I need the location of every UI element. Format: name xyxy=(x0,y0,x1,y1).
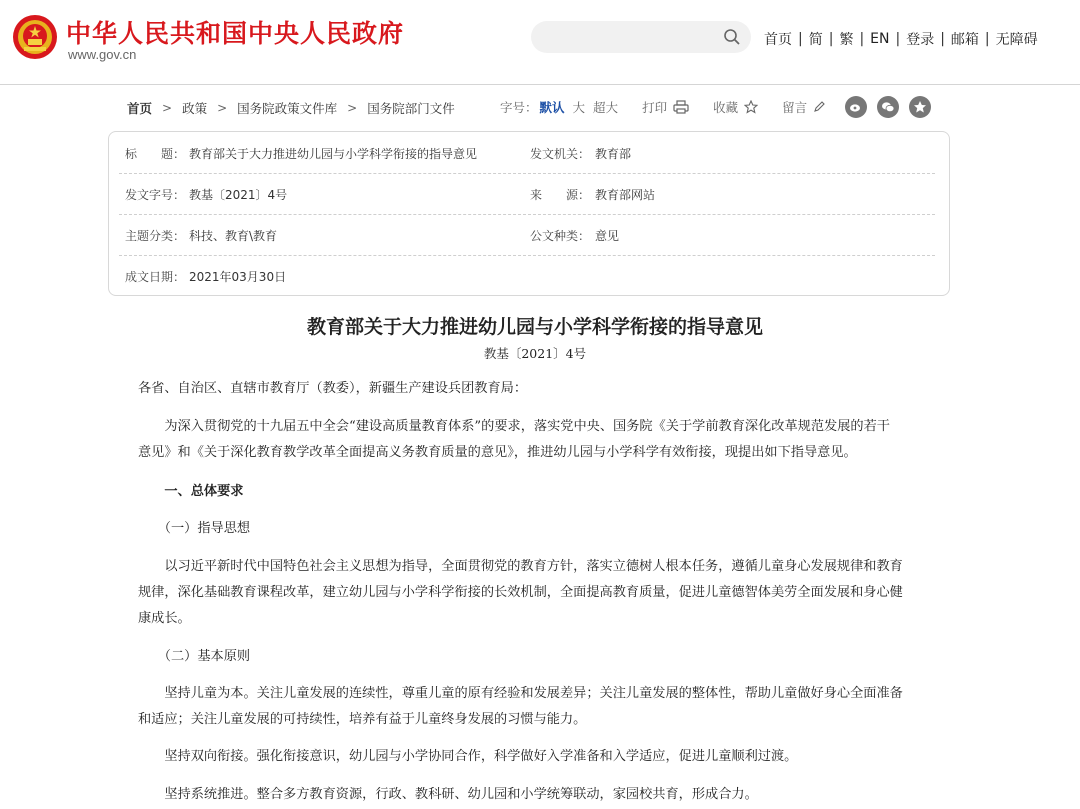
print-label: 打印 xyxy=(642,100,668,115)
document-title: 教育部关于大力推进幼儿园与小学科学衔接的指导意见 xyxy=(306,316,763,338)
nav-separator: | xyxy=(859,31,865,47)
meta-source-label: 来 源： xyxy=(530,188,591,202)
article-toolbar xyxy=(500,98,825,116)
section-heading: 一、总体要求 xyxy=(138,484,244,499)
meta-type-value: 意见 xyxy=(595,229,620,243)
paragraph-line: 康成长。 xyxy=(138,611,191,626)
star-outline-icon xyxy=(744,100,758,114)
printer-icon xyxy=(673,100,689,114)
paragraph-line: 和适应；关注儿童发展的可持续性，培养有益于儿童终身发展的习惯与能力。 xyxy=(138,712,587,727)
national-emblem-icon[interactable] xyxy=(12,14,58,60)
meta-date-label: 成文日期： xyxy=(125,270,186,284)
nav-simplified[interactable]: 简 xyxy=(808,32,823,48)
paragraph-line: 规律，深化基础教育课程改革，建立幼儿园与小学科学衔接的长效机制，全面提高教育质量，促进儿童德智体美劳全面发展和身心健 xyxy=(138,585,903,600)
font-size-label: 字号： xyxy=(500,100,538,115)
paragraph-line: 以习近平新时代中国特色社会主义思想为指导，全面贯彻党的教育方针，落实立德树人根本任务，遵循儿童身心发展规律和教育 xyxy=(138,559,903,574)
meta-topic-label: 主题分类： xyxy=(125,229,186,243)
meta-issuer-label: 发文机关： xyxy=(530,147,591,161)
principle-paragraph xyxy=(138,681,938,733)
nav-mailbox[interactable]: 邮箱 xyxy=(950,32,979,48)
nav-separator: | xyxy=(940,31,945,47)
print-button[interactable] xyxy=(642,98,689,116)
principle-paragraph: 坚持双向衔接。强化衔接意识，幼儿园与小学协同合作，科学做好入学准备和入学适应，促进儿童顺利过渡。 xyxy=(138,749,798,764)
document-meta-table xyxy=(108,131,950,296)
font-size-large[interactable]: 大 xyxy=(572,100,586,115)
guiding-thought-paragraph xyxy=(138,554,938,632)
favorite-label: 收藏 xyxy=(713,100,739,115)
paragraph-line: 意见》和《关于深化教育教学改革全面提高义务教育质量的意见》，推进幼儿园与小学科学有效衔接，现提出如下指导意见。 xyxy=(138,445,857,460)
intro-paragraph xyxy=(138,414,938,466)
paragraph-line: 为深入贯彻党的十九届五中全会“建设高质量教育体系”的要求，落实党中央、国务院《关于学前教育深化改革规范发展的若干 xyxy=(138,419,890,434)
weibo-share-icon[interactable] xyxy=(845,96,867,118)
principle-paragraph: 坚持系统推进。整合多方教育资源，行政、教科研、幼儿园和小学统筹联动，家园校共育，形成合力。 xyxy=(138,787,758,802)
meta-title-label: 标 题： xyxy=(125,147,186,161)
meta-topic-value: 科技、教育\教育 xyxy=(189,229,278,243)
nav-english[interactable]: EN xyxy=(870,31,890,47)
breadcrumb-arrow: > xyxy=(347,101,358,115)
nav-separator: | xyxy=(984,31,990,47)
nav-traditional[interactable]: 繁 xyxy=(839,32,854,48)
pencil-icon xyxy=(813,101,825,113)
meta-row xyxy=(119,132,935,174)
top-nav xyxy=(758,29,1044,49)
breadcrumb-policy-library[interactable]: 国务院政策文件库 xyxy=(237,101,338,116)
search-icon[interactable] xyxy=(723,28,741,46)
nav-separator: | xyxy=(895,31,901,47)
comment-label: 留言 xyxy=(782,100,808,115)
nav-accessibility[interactable]: 无障碍 xyxy=(995,32,1038,48)
breadcrumb xyxy=(127,99,455,117)
paragraph-line: 坚持儿童为本。关注儿童发展的连续性，尊重儿童的原有经验和发展差异；关注儿童发展的整体性，帮助儿童做好身心全面准备 xyxy=(138,686,903,701)
site-url[interactable]: www.gov.cn xyxy=(68,47,137,62)
favorite-star-icon[interactable] xyxy=(909,96,931,118)
subsection-heading: （二）基本原则 xyxy=(138,649,251,664)
breadcrumb-department-docs[interactable]: 国务院部门文件 xyxy=(367,101,455,116)
nav-home[interactable]: 首页 xyxy=(764,32,792,48)
share-bar xyxy=(845,96,941,118)
comment-button[interactable] xyxy=(782,98,825,116)
subsection-heading: （一）指导思想 xyxy=(138,521,251,536)
nav-separator: | xyxy=(828,31,834,47)
meta-row xyxy=(119,255,935,296)
meta-docno-value: 教基〔2021〕4号 xyxy=(189,188,288,202)
meta-issuer-value: 教育部 xyxy=(595,147,632,161)
meta-row xyxy=(119,173,935,215)
search-input[interactable] xyxy=(531,21,751,53)
breadcrumb-policy[interactable]: 政策 xyxy=(182,101,208,116)
meta-date-value: 2021年03月30日 xyxy=(189,270,287,284)
nav-separator: | xyxy=(798,31,803,47)
meta-row xyxy=(119,214,935,256)
document-number: 教基〔2021〕4号 xyxy=(483,346,587,361)
site-header xyxy=(0,0,1080,85)
font-size-default[interactable]: 默认 xyxy=(539,100,565,115)
meta-type-label: 公文种类： xyxy=(530,229,591,243)
site-title[interactable]: 中华人民共和国中央人民政府 xyxy=(66,19,405,48)
meta-title-value: 教育部关于大力推进幼儿园与小学科学衔接的指导意见 xyxy=(189,147,478,161)
font-size-xlarge[interactable]: 超大 xyxy=(593,100,619,115)
breadcrumb-home[interactable]: 首页 xyxy=(127,101,153,116)
salutation: 各省、自治区、直辖市教育厅（教委），新疆生产建设兵团教育局： xyxy=(138,381,528,396)
favorite-button[interactable] xyxy=(713,98,758,116)
breadcrumb-arrow: > xyxy=(162,101,173,115)
meta-docno-label: 发文字号： xyxy=(125,188,186,202)
wechat-share-icon[interactable] xyxy=(877,96,899,118)
nav-login[interactable]: 登录 xyxy=(906,32,935,48)
meta-source-value: 教育部网站 xyxy=(595,188,656,202)
breadcrumb-arrow: > xyxy=(217,101,228,115)
